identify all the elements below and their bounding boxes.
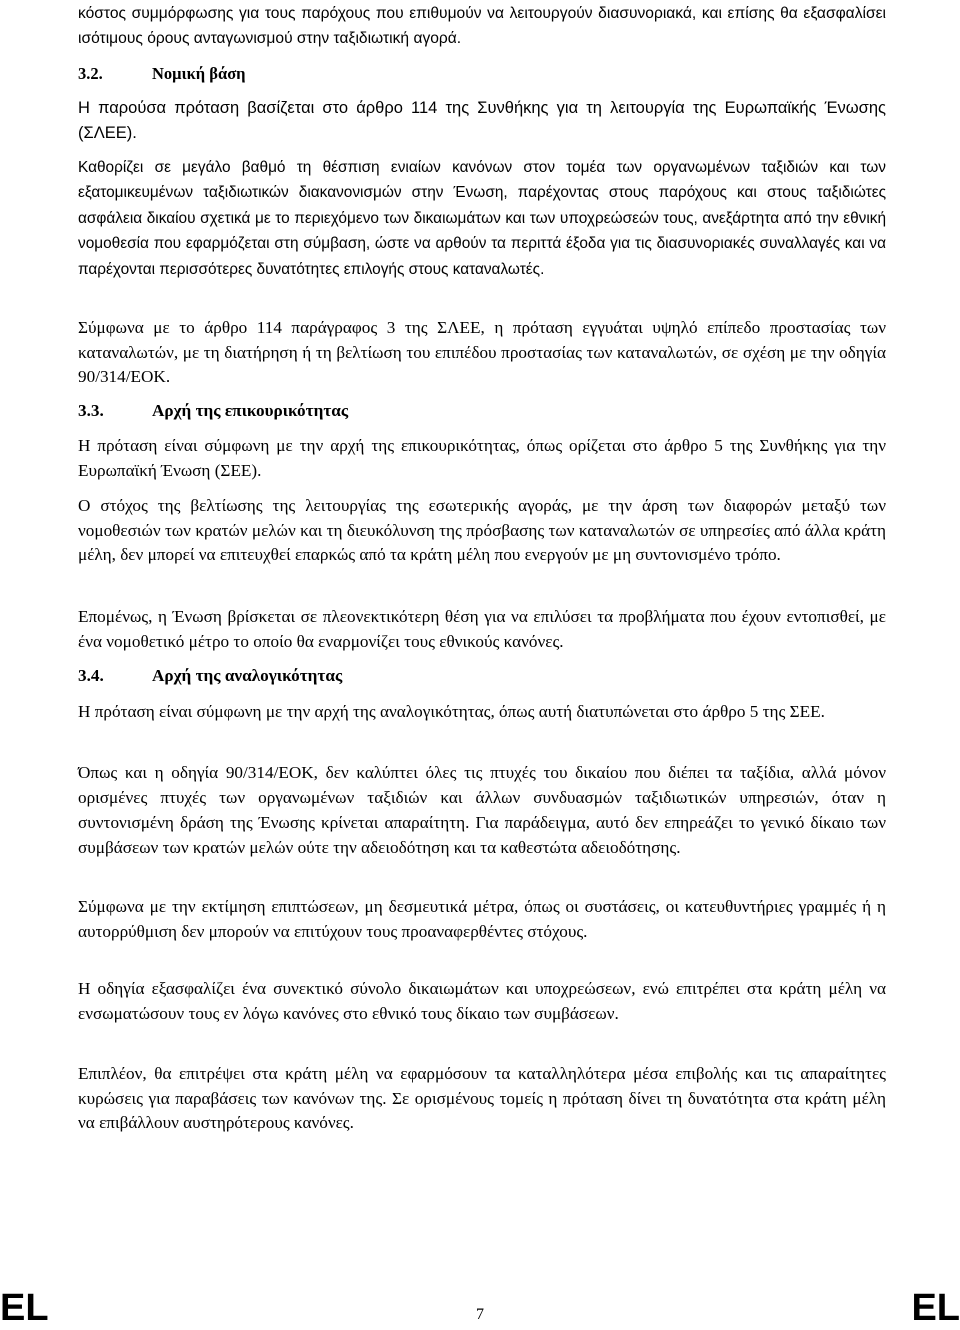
paragraph-legal-basis-1: Η παρούσα πρόταση βασίζεται στο άρθρο 114 της Συνθήκης για τη λειτουργία της Ευρωπαϊκής Ένωσης (ΣΛΕΕ). [78, 99, 886, 142]
paragraph-proportionality-4: Η οδηγία εξασφαλίζει ένα συνεκτικό σύνολο δικαιωμάτων και υποχρεώσεων, ενώ επιτρέπει στα κράτη μέλη να ενσωματώσουν τους εν λόγω κανόνες στο εθνικό τους δίκαιο των συμβάσεων. [78, 979, 886, 1023]
section-title: Αρχή της επικουρικότητας [152, 401, 349, 420]
section-title: Νομική βάση [152, 64, 246, 83]
paragraph-proportionality-2: Όπως και η οδηγία 90/314/ΕΟΚ, δεν καλύπτει όλες τις πτυχές του δικαίου που διέπει τα ταξίδια, αλλά μόνον ορισμένες πτυχές των οργανωμένων ταξιδιών και άλλων συνδυασμών ταξιδιωτικών υπηρεσιών, όταν η συντονισμένη δράση της Ένωσης κρίνεται απαραίτητη. Για παράδειγμα, αυτό δεν επηρεάζει το γενικό δίκαιο των συμβάσεων των κρατών μελών ούτε την αδειοδότηση και τα καθεστώτα αδειοδότησης. [78, 763, 886, 857]
section-number: 3.3. [78, 401, 104, 420]
section-heading-3-3 [78, 399, 886, 424]
paragraph-proportionality-1: Η πρόταση είναι σύμφωνη με την αρχή της αναλογικότητας, όπως αυτή διατυπώνεται στο άρθρο 5 της ΣΕΕ. [78, 702, 825, 721]
paragraph-intro-continuation: κόστος συμμόρφωσης για τους παρόχους που επιθυμούν να λειτουργούν διασυνοριακά, και επίσης θα εξασφαλίσει ισότιμους όρους ανταγωνισμού στην ταξιδιωτική αγορά. [78, 5, 886, 47]
section-number: 3.4. [78, 666, 104, 685]
paragraph-legal-basis-3: Σύμφωνα με το άρθρο 114 παράγραφος 3 της ΣΛΕΕ, η πρόταση εγγυάται υψηλό επίπεδο προστασίας των καταναλωτών, με τη διατήρηση ή τη βελτίωση του επιπέδου προστασίας των καταναλωτών, σε σχέση με την οδηγία 90/314/ΕΟΚ. [78, 318, 886, 386]
paragraph-subsidiarity-3: Επομένως, η Ένωση βρίσκεται σε πλεονεκτικότερη θέση για να επιλύσει τα προβλήματα που έχουν εντοπισθεί, με ένα νομοθετικό μέτρο το οποίο θα εναρμονίζει τους εθνικούς κανόνες. [78, 607, 886, 651]
paragraph-subsidiarity-2: Ο στόχος της βελτίωσης της λειτουργίας της εσωτερικής αγοράς, με την άρση των διαφορών μεταξύ των νομοθεσιών των κρατών μελών και τη διευκόλυνση της πρόσβασης των καταναλωτών σε υπηρεσίες από άλλα κράτη μέλη, δεν μπορεί να επιτευχθεί επαρκώς από τα κράτη μέλη που ενεργούν με μη συντονισμένο τρόπο. [78, 496, 886, 564]
section-number: 3.2. [78, 64, 103, 83]
section-heading-3-2 [78, 62, 886, 87]
section-title: Αρχή της αναλογικότητας [152, 666, 343, 685]
section-heading-3-4 [78, 664, 886, 689]
paragraph-subsidiarity-1: Η πρόταση είναι σύμφωνη με την αρχή της επικουρικότητας, όπως ορίζεται στο άρθρο 5 της Συνθήκης για την Ευρωπαϊκή Ένωση (ΣΕΕ). [78, 436, 886, 480]
footer-language-right: EL [911, 1287, 960, 1329]
paragraph-proportionality-3: Σύμφωνα με την εκτίμηση επιπτώσεων, μη δεσμευτικά μέτρα, όπως οι συστάσεις, οι κατευθυντήριες γραμμές ή η αυτορρύθμιση δεν μπορούν να επιτύχουν τους προαναφερθέντες στόχους. [78, 897, 886, 941]
paragraph-legal-basis-2: Καθορίζει σε μεγάλο βαθμό τη θέσπιση ενιαίων κανόνων στον τομέα των οργανωμένων ταξιδιών και των εξατομικευμένων ταξιδιωτικών διακανονισμών στην Ένωση, παρέχοντας στους παρόχους και στους ταξιδιώτες ασφάλεια δικαίου σχετικά με το περιεχόμενο των δικαιωμάτων και των υποχρεώσεών τους, ανεξάρτητα από την εθνική νομοθεσία που εφαρμόζεται στη σύμβαση, ώστε να αρθούν τα περιττά έξοδα για τις διασυνοριακές συναλλαγές και να παρέχονται περισσότερες δυνατότητες επιλογής στους καταναλωτές. [78, 159, 886, 278]
footer-page-number: 7 [476, 1306, 484, 1323]
paragraph-proportionality-5: Επιπλέον, θα επιτρέψει στα κράτη μέλη να εφαρμόσουν τα καταλληλότερα μέσα επιβολής και τις απαραίτητες κυρώσεις για παραβάσεις των κανόνων της. Σε ορισμένους τομείς η πρόταση δίνει τη δυνατότητα στα κράτη μέλη να επιβάλλουν αυστηρότερους κανόνες. [78, 1064, 886, 1132]
footer-language-left: EL [0, 1287, 49, 1329]
